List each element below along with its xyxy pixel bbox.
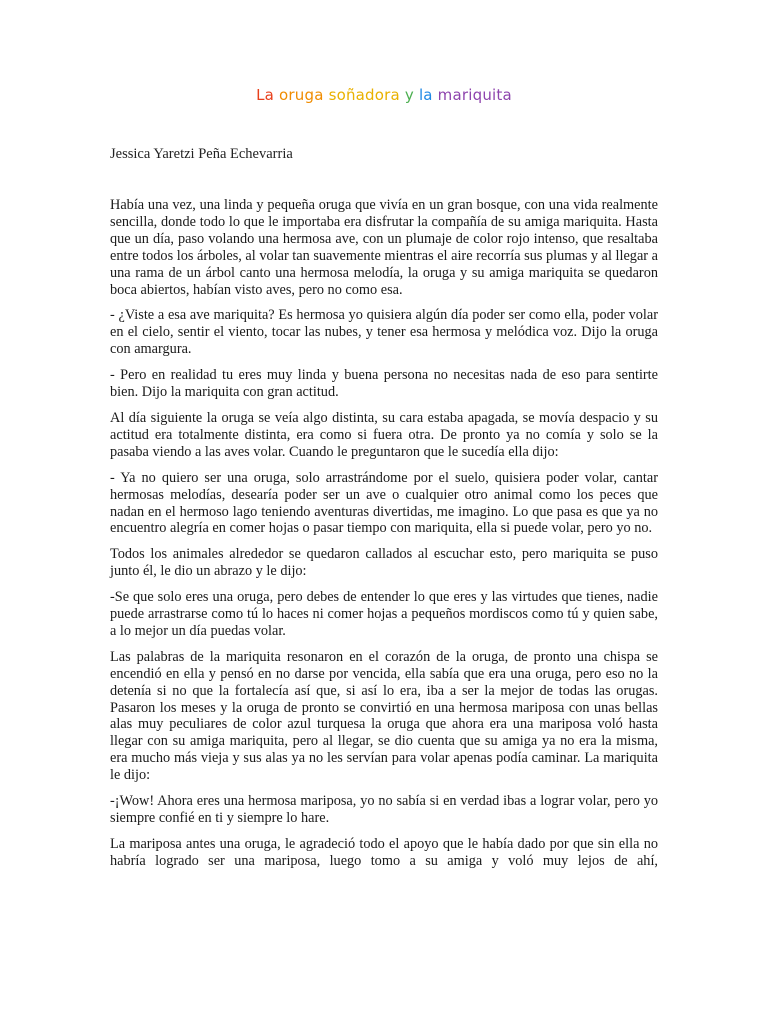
story-paragraph: - Pero en realidad tu eres muy linda y buena persona no necesitas nada de eso para sentirte bien. Dijo la mariquita con gran actitud. xyxy=(110,367,658,401)
title-word: oruga xyxy=(279,86,329,104)
title-word: la xyxy=(418,86,438,104)
story-paragraph: Todos los animales alrededor se quedaron callados al escuchar esto, pero mariquita se puso junto él, le dio un abrazo y le dijo: xyxy=(110,546,658,580)
story-paragraph: Las palabras de la mariquita resonaron en el corazón de la oruga, de pronto una chispa se encendió en ella y pensó en no darse por vencida, ella sabía que era una oruga, pero eso no la detenía si no que la fortalecía así que, si así lo era, iba a ser la mejor de todas las orugas. Pasaron los meses y la oruga de pronto se convirtió en una hermosa mariposa con unas bellas alas muy peculiares de color azul turquesa la oruga que ahora era una mariposa voló hasta llegar con su amiga mariquita, pero al llegar, se dio cuenta que su amiga ya no era la misma, era mucho más vieja y sus alas ya no les servían para volar apenas podía caminar. La mariquita le dijo: xyxy=(110,648,658,784)
story-paragraph: Había una vez, una linda y pequeña oruga que vivía en un gran bosque, con una vida realmente sencilla, donde todo lo que le importaba era disfrutar la compañía de su amiga mariquita. Hasta que un día, paso volando una hermosa ave, con un plumaje de color rojo intenso, que resaltaba entre todos los árboles, al volar tan suavemente mientras el aire recorría sus plumas y al llegar a una rama de un árbol canto una hermosa melodía, la oruga y su amiga mariquita se quedaron boca abiertos, habían visto aves, pero no como esa. xyxy=(110,197,658,298)
story-paragraph: -Se que solo eres una oruga, pero debes de entender lo que eres y las virtudes que tienes, nadie puede arrastrarse como tú lo haces ni comer hojas a pequeños mordiscos como tú y quien sabe, a lo mejor un día puedas volar. xyxy=(110,589,658,639)
title-word: soñadora xyxy=(328,86,405,104)
story-paragraph: - Ya no quiero ser una oruga, solo arrastrándome por el suelo, quisiera poder volar, cantar hermosas melodías, desearía poder ser un ave o cualquier otro animal como los peces que nadan en el hermoso lago teniendo aventuras divertidas, me imagino. Lo que pasa es que ya no encuentro alegría en comer hojas o pasar tiempo con mariquita, ella si puede volar, pero yo no. xyxy=(110,469,658,537)
story-paragraph: -¡Wow! Ahora eres una hermosa mariposa, yo no sabía si en verdad ibas a lograr volar, pero yo siempre confié en ti y siempre lo hare. xyxy=(110,793,658,826)
story-paragraph: La mariposa antes una oruga, le agradeció todo el apoyo que le había dado por que sin ella no habría logrado ser una mariposa, luego tomo a su amiga y voló muy lejos de ahí, xyxy=(110,835,658,869)
story-paragraph: Al día siguiente la oruga se veía algo distinta, su cara estaba apagada, se movía despacio y su actitud era totalmente distinta, era como si fuera otra. De pronto ya no comía y solo se la pasaba viendo a las aves volar. Cuando le preguntaron que le sucedía ella dijo: xyxy=(110,409,658,460)
document-title xyxy=(0,86,768,104)
title-word: La xyxy=(256,86,280,104)
title-word: y xyxy=(404,86,419,104)
story-paragraph: - ¿Viste a esa ave mariquita? Es hermosa yo quisiera algún día poder ser como ella, poder volar en el cielo, sentir el viento, tocar las nubes, y tener esa hermosa y melódica voz. Dijo la oruga con amargura. xyxy=(110,307,658,358)
author-name: Jessica Yaretzi Peña Echevarria xyxy=(110,146,293,162)
title-word: mariquita xyxy=(437,86,512,104)
story-body xyxy=(110,197,658,879)
